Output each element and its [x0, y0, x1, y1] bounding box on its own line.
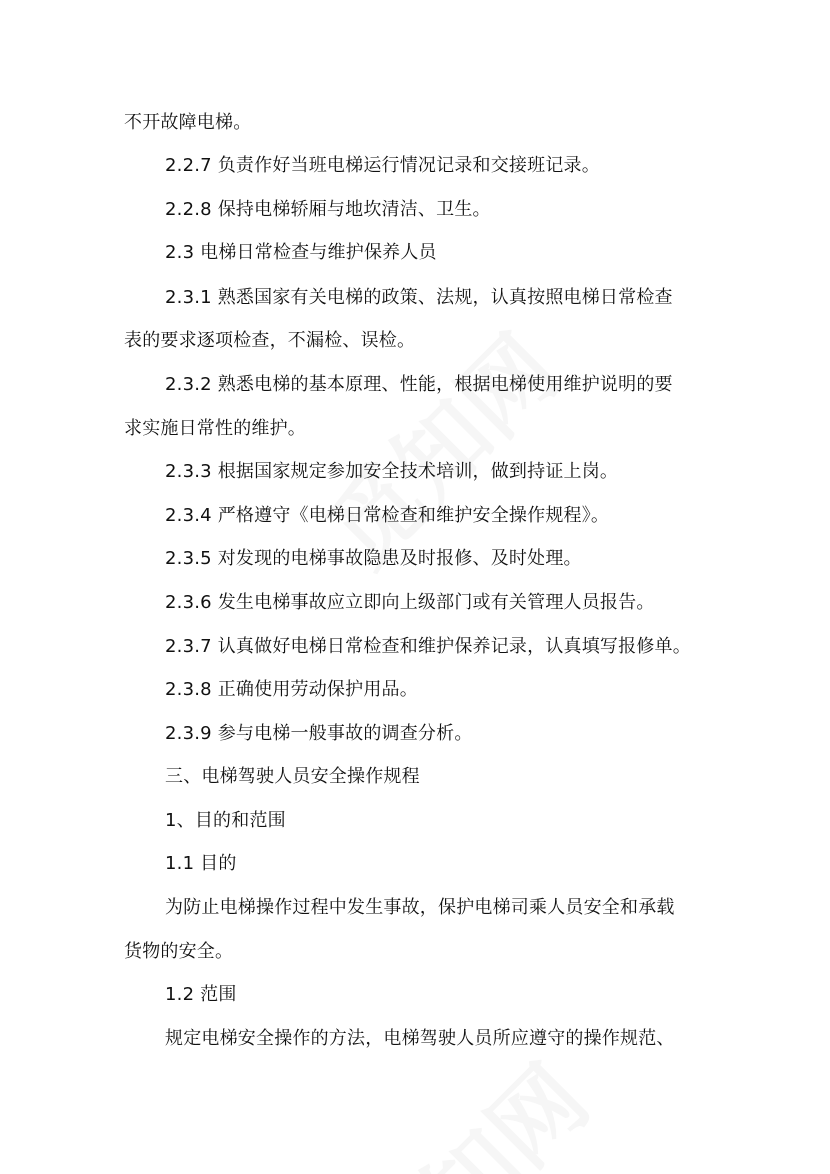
section-heading: 1.2 范围	[165, 984, 237, 1005]
paragraph-line: 2.2.7 负责作好当班电梯运行情况记录和交接班记录。	[165, 155, 600, 176]
paragraph-line: 求实施日常性的维护。	[124, 418, 306, 439]
paragraph-line: 2.3.4 严格遵守《电梯日常检查和维护安全操作规程》。	[165, 505, 610, 526]
paragraph-line: 不开故障电梯。	[124, 112, 252, 133]
paragraph-line: 2.3.1 熟悉国家有关电梯的政策、法规，认真按照电梯日常检查	[165, 287, 673, 308]
section-heading: 1.1 目的	[165, 853, 237, 874]
paragraph-line: 2.2.8 保持电梯轿厢与地坎清洁、卫生。	[165, 199, 491, 220]
paragraph-line: 2.3.9 参与电梯一般事故的调查分析。	[165, 723, 473, 744]
section-heading: 2.3 电梯日常检查与维护保养人员	[165, 242, 437, 263]
paragraph-line: 货物的安全。	[124, 941, 234, 962]
paragraph-line: 2.3.7 认真做好电梯日常检查和维护保养记录，认真填写报修单。	[165, 636, 691, 657]
paragraph-line: 规定电梯安全操作的方法，电梯驾驶人员所应遵守的操作规范、	[165, 1028, 675, 1049]
paragraph-line: 表的要求逐项检查，不漏检、误检。	[124, 330, 416, 351]
paragraph-line: 2.3.3 根据国家规定参加安全技术培训，做到持证上岗。	[165, 461, 619, 482]
paragraph-line: 2.3.8 正确使用劳动保护用品。	[165, 679, 418, 700]
section-heading: 1、目的和范围	[165, 810, 286, 831]
paragraph-line: 2.3.5 对发现的电梯事故隐患及时报修、及时处理。	[165, 548, 582, 569]
watermark-bottom	[324, 1032, 613, 1174]
paragraph-line: 为防止电梯操作过程中发生事故，保护电梯司乘人员安全和承载	[165, 897, 675, 918]
paragraph-line: 2.3.6 发生电梯事故应立即向上级部门或有关管理人员报告。	[165, 592, 655, 613]
section-heading: 三、电梯驾驶人员安全操作规程	[165, 766, 420, 787]
paragraph-line: 2.3.2 熟悉电梯的基本原理、性能，根据电梯使用维护说明的要	[165, 374, 673, 395]
